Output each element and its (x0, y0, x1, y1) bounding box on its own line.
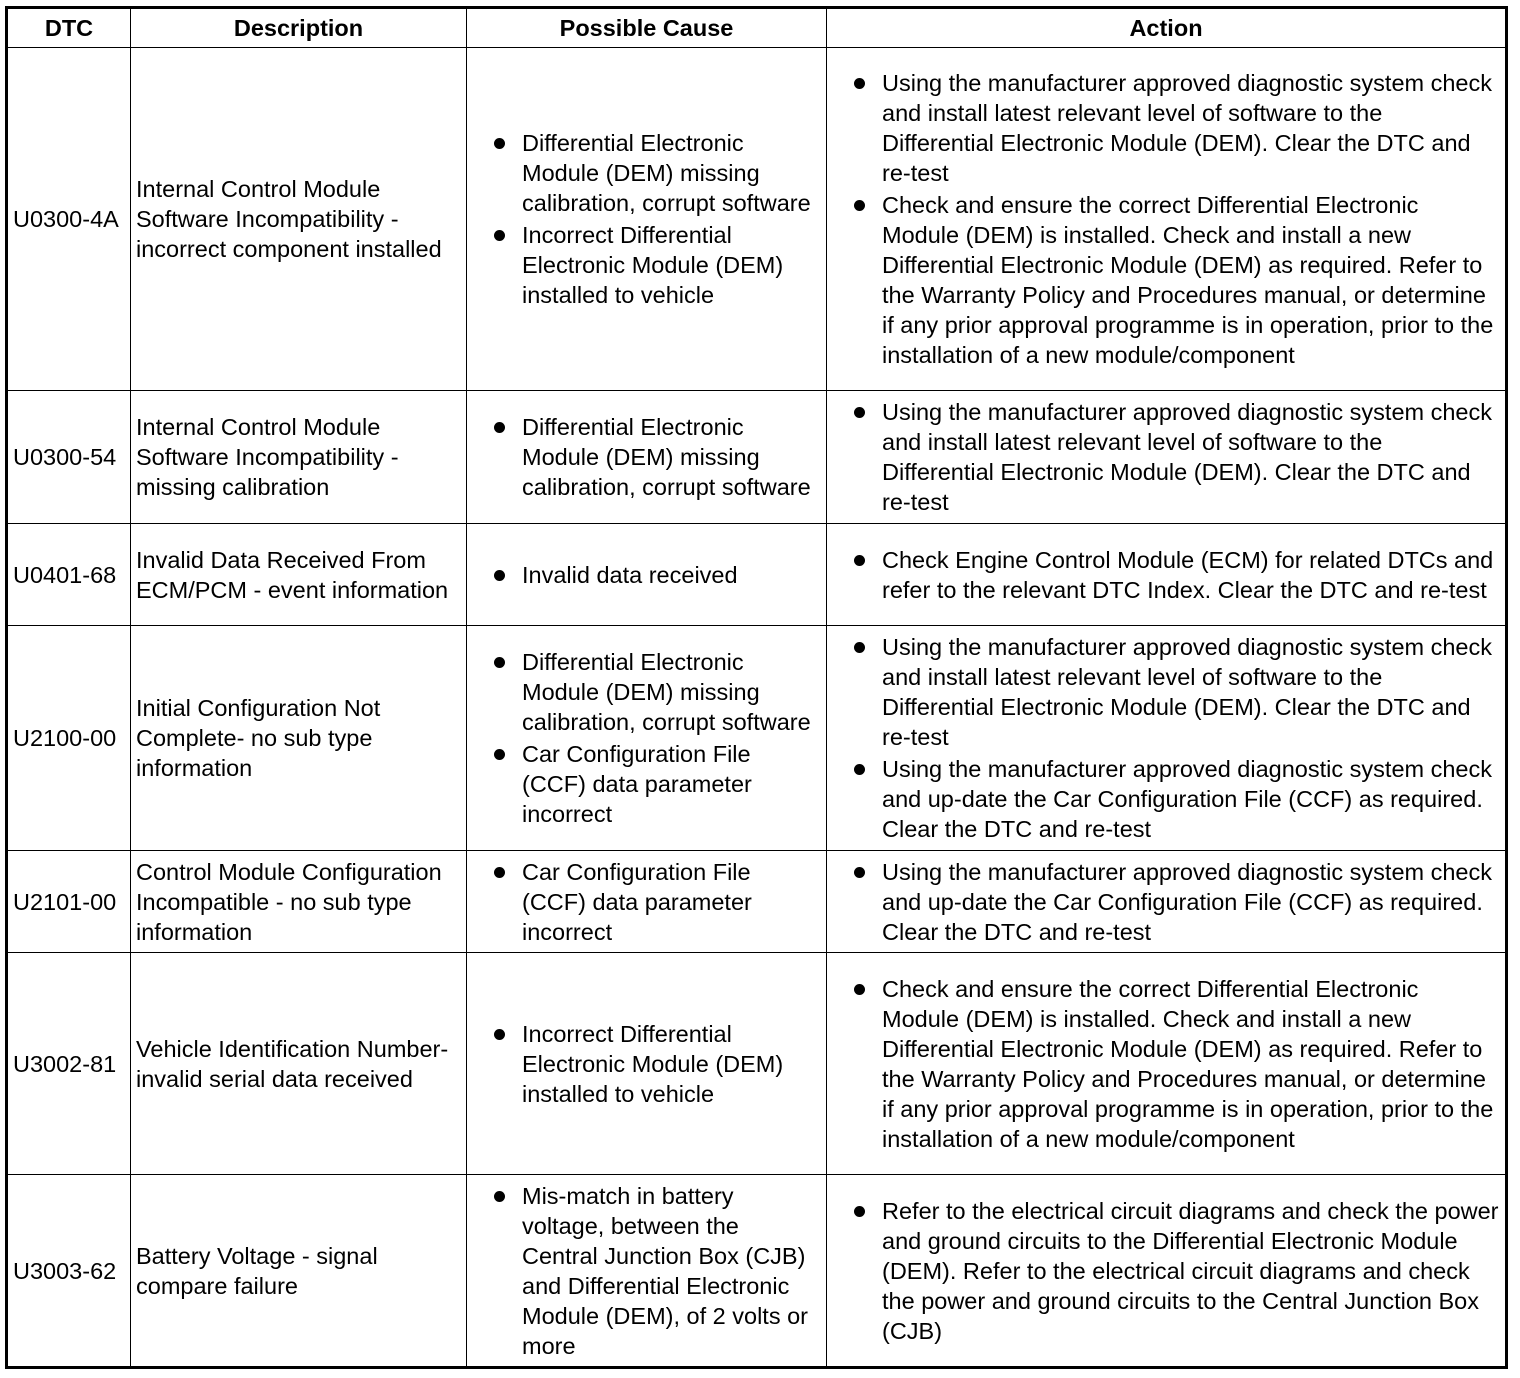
cause-list (472, 857, 821, 947)
cause-item: Differential Electronic Module (DEM) missing calibration, corrupt software (472, 128, 821, 218)
cause-item: Invalid data received (472, 560, 821, 590)
action-cell (827, 48, 1507, 391)
dtc-code: U3003-62 (7, 1175, 131, 1368)
action-list (832, 632, 1500, 844)
cause-item: Car Configuration File (CCF) data parameter incorrect (472, 857, 821, 947)
dtc-description: Control Module Configuration Incompatible - no sub type information (131, 851, 467, 953)
action-list (832, 974, 1500, 1154)
header-row (7, 8, 1507, 48)
cause-item: Incorrect Differential Electronic Module (DEM) installed to vehicle (472, 1019, 821, 1109)
header-possible-cause: Possible Cause (467, 8, 827, 48)
possible-cause-cell (467, 851, 827, 953)
action-list (832, 857, 1500, 947)
cause-item: Mis-match in battery voltage, between the Central Junction Box (CJB) and Differential Electronic Module (DEM), of 2 volts or more (472, 1181, 821, 1361)
cause-list (472, 560, 821, 590)
table-row (7, 391, 1507, 524)
cause-item: Differential Electronic Module (DEM) missing calibration, corrupt software (472, 647, 821, 737)
cause-list (472, 412, 821, 502)
action-list (832, 397, 1500, 517)
dtc-description: Internal Control Module Software Incompatibility - incorrect component installed (131, 48, 467, 391)
possible-cause-cell (467, 953, 827, 1175)
action-item: Refer to the electrical circuit diagrams and check the power and ground circuits to the Differential Electronic Module (DEM). Refer to the electrical circuit diagrams and check the power and ground circuits to the Central Junction Box (CJB) (832, 1196, 1500, 1346)
cause-list (472, 128, 821, 310)
table-row (7, 524, 1507, 626)
dtc-table (5, 6, 1508, 1369)
cause-list (472, 647, 821, 829)
action-cell (827, 953, 1507, 1175)
action-list (832, 545, 1500, 605)
possible-cause-cell (467, 1175, 827, 1368)
dtc-code: U0300-4A (7, 48, 131, 391)
cause-item: Incorrect Differential Electronic Module (DEM) installed to vehicle (472, 220, 821, 310)
dtc-code: U0300-54 (7, 391, 131, 524)
table-row (7, 851, 1507, 953)
action-list (832, 68, 1500, 370)
dtc-description: Internal Control Module Software Incompatibility - missing calibration (131, 391, 467, 524)
possible-cause-cell (467, 626, 827, 851)
action-cell (827, 626, 1507, 851)
cause-list (472, 1019, 821, 1109)
cause-item: Car Configuration File (CCF) data parameter incorrect (472, 739, 821, 829)
table-row (7, 1175, 1507, 1368)
action-cell (827, 391, 1507, 524)
possible-cause-cell (467, 391, 827, 524)
action-list (832, 1196, 1500, 1346)
action-item: Using the manufacturer approved diagnostic system check and install latest relevant level of software to the Differential Electronic Module (DEM). Clear the DTC and re-test (832, 68, 1500, 188)
action-item: Check and ensure the correct Differential Electronic Module (DEM) is installed. Check and install a new Differential Electronic Module (DEM) as required. Refer to the Warranty Policy and Procedures manual, or determine if any prior approval programme is in operation, prior to the installation of a new module/component (832, 974, 1500, 1154)
table-body (7, 48, 1507, 1368)
action-item: Using the manufacturer approved diagnostic system check and install latest relevant level of software to the Differential Electronic Module (DEM). Clear the DTC and re-test (832, 397, 1500, 517)
dtc-description: Initial Configuration Not Complete- no sub type information (131, 626, 467, 851)
action-cell (827, 851, 1507, 953)
action-item: Using the manufacturer approved diagnostic system check and up-date the Car Configuration File (CCF) as required. Clear the DTC and re-test (832, 857, 1500, 947)
cause-list (472, 1181, 821, 1361)
table-row (7, 953, 1507, 1175)
cause-item: Differential Electronic Module (DEM) missing calibration, corrupt software (472, 412, 821, 502)
dtc-code: U2101-00 (7, 851, 131, 953)
action-cell (827, 524, 1507, 626)
action-item: Using the manufacturer approved diagnostic system check and install latest relevant level of software to the Differential Electronic Module (DEM). Clear the DTC and re-test (832, 632, 1500, 752)
table-row (7, 48, 1507, 391)
dtc-description: Vehicle Identification Number- invalid serial data received (131, 953, 467, 1175)
dtc-code: U0401-68 (7, 524, 131, 626)
dtc-description: Battery Voltage - signal compare failure (131, 1175, 467, 1368)
action-item: Check and ensure the correct Differential Electronic Module (DEM) is installed. Check and install a new Differential Electronic Module (DEM) as required. Refer to the Warranty Policy and Procedures manual, or determine if any prior approval programme is in operation, prior to the installation of a new module/component (832, 190, 1500, 370)
action-item: Using the manufacturer approved diagnostic system check and up-date the Car Configuration File (CCF) as required. Clear the DTC and re-test (832, 754, 1500, 844)
possible-cause-cell (467, 524, 827, 626)
possible-cause-cell (467, 48, 827, 391)
dtc-code: U3002-81 (7, 953, 131, 1175)
table-row (7, 626, 1507, 851)
header-dtc: DTC (7, 8, 131, 48)
action-cell (827, 1175, 1507, 1368)
dtc-description: Invalid Data Received From ECM/PCM - event information (131, 524, 467, 626)
header-action: Action (827, 8, 1507, 48)
dtc-code: U2100-00 (7, 626, 131, 851)
action-item: Check Engine Control Module (ECM) for related DTCs and refer to the relevant DTC Index. Clear the DTC and re-test (832, 545, 1500, 605)
header-description: Description (131, 8, 467, 48)
